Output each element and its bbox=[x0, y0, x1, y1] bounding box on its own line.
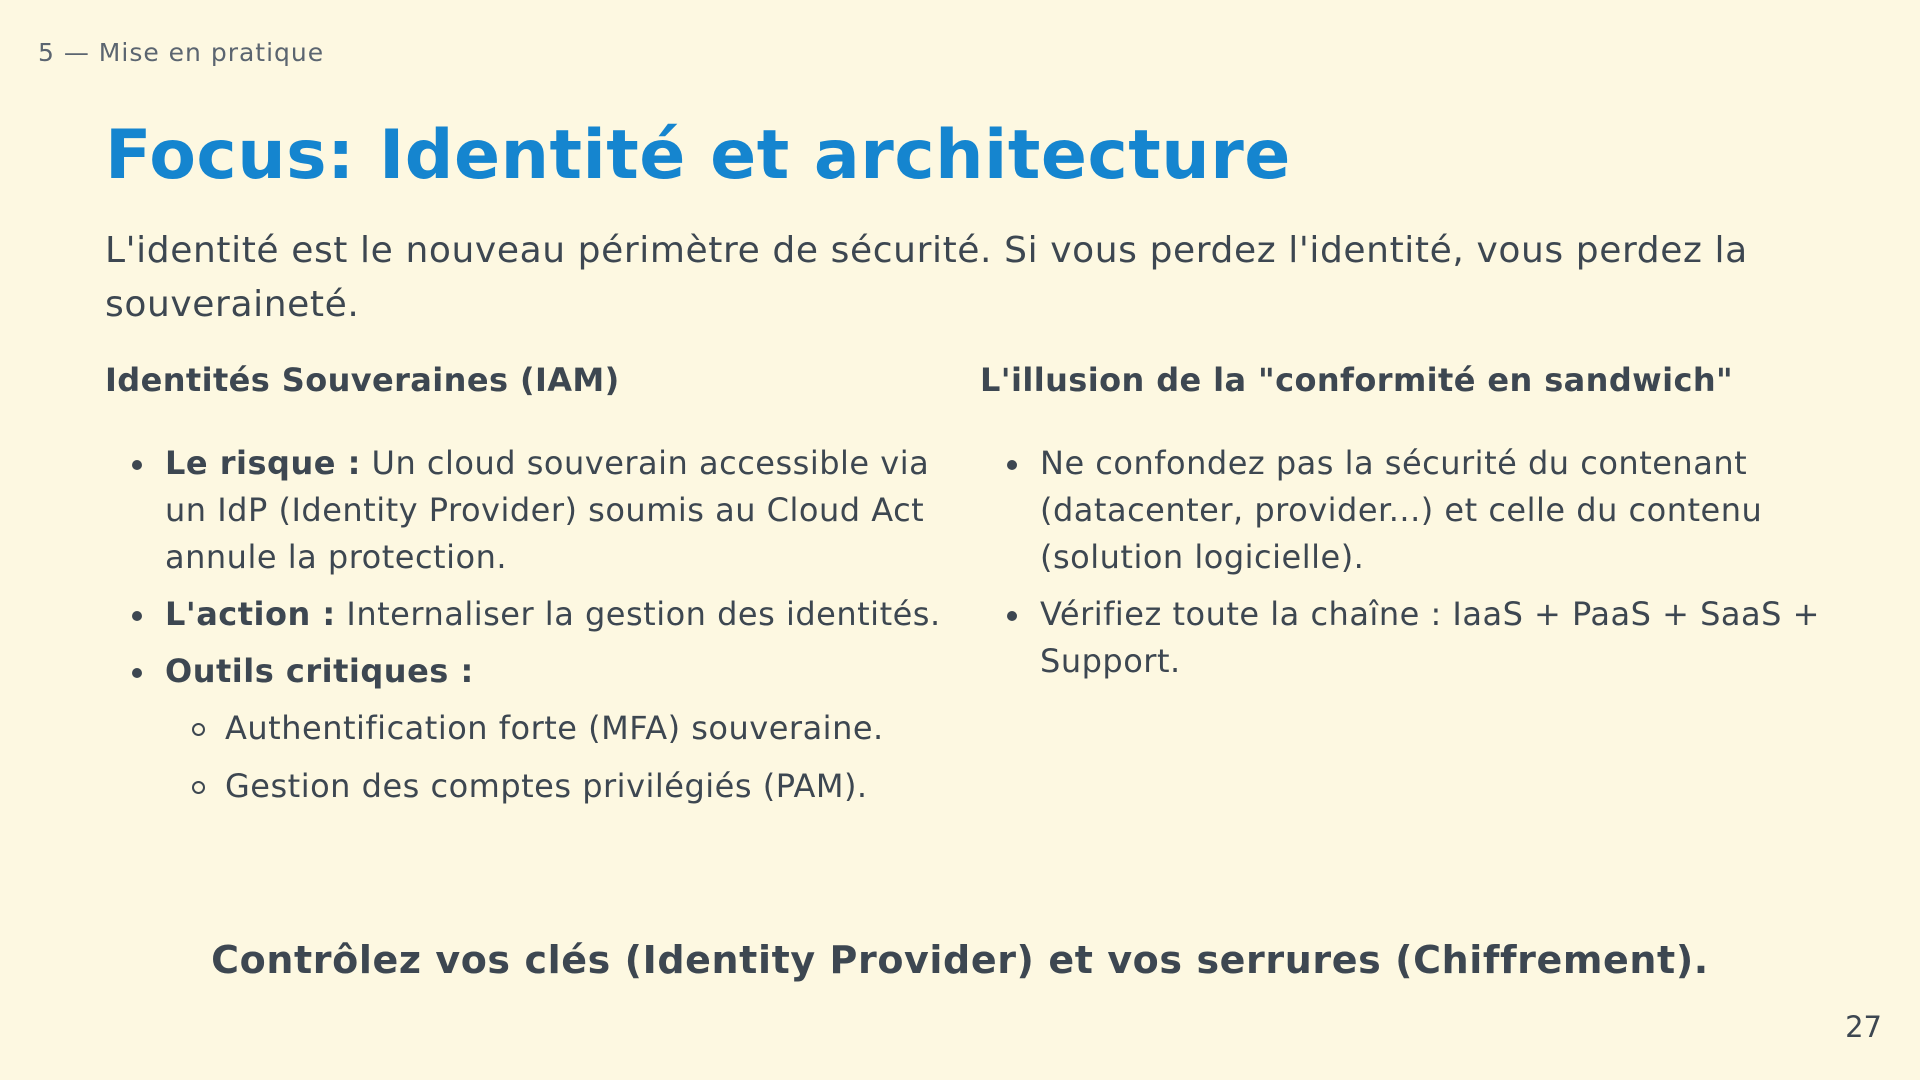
lead-paragraph: L'identité est le nouveau périmètre de sécurité. Si vous perdez l'identité, vous perdez la souveraineté. bbox=[105, 230, 1748, 325]
list-item: Ne confondez pas la sécurité du contenant (datacenter, provider...) et celle du contenu (solution logicielle). bbox=[980, 440, 1820, 581]
list-item: Vérifiez toute la chaîne : IaaS + PaaS + SaaS + Support. bbox=[980, 591, 1820, 685]
right-column bbox=[980, 358, 1820, 821]
conclusion-statement: Contrôlez vos clés (Identity Provider) et vos serrures (Chiffrement). bbox=[211, 938, 1709, 982]
left-bullet-list bbox=[105, 440, 980, 810]
list-item bbox=[105, 440, 980, 581]
two-columns bbox=[105, 358, 1820, 821]
right-bullet-list bbox=[980, 440, 1820, 685]
section-label: 5 — Mise en pratique bbox=[38, 38, 325, 67]
sub-list-item: Gestion des comptes privilégiés (PAM). bbox=[165, 763, 980, 810]
left-column bbox=[105, 358, 980, 821]
bullet-text: Un cloud souverain accessible via un IdP (Identity Provider) soumis au Cloud Act annule la protection. bbox=[165, 444, 930, 576]
slide-content bbox=[105, 110, 1820, 821]
list-item bbox=[105, 591, 980, 638]
sub-list-item: Authentification forte (MFA) souveraine. bbox=[165, 705, 980, 752]
left-column-heading: Identités Souveraines (IAM) bbox=[105, 361, 620, 399]
slide-title: Focus: Identité et architecture bbox=[105, 116, 1291, 195]
sub-bullet-list bbox=[165, 705, 980, 810]
right-column-heading: L'illusion de la "conformité en sandwich" bbox=[980, 361, 1734, 399]
bullet-label: Outils critiques : bbox=[165, 652, 474, 690]
list-item bbox=[105, 648, 980, 810]
bullet-label: L'action : bbox=[165, 595, 336, 633]
page-number: 27 bbox=[1845, 1010, 1882, 1044]
bullet-label: Le risque : bbox=[165, 444, 361, 482]
bullet-text: Internaliser la gestion des identités. bbox=[335, 595, 941, 633]
